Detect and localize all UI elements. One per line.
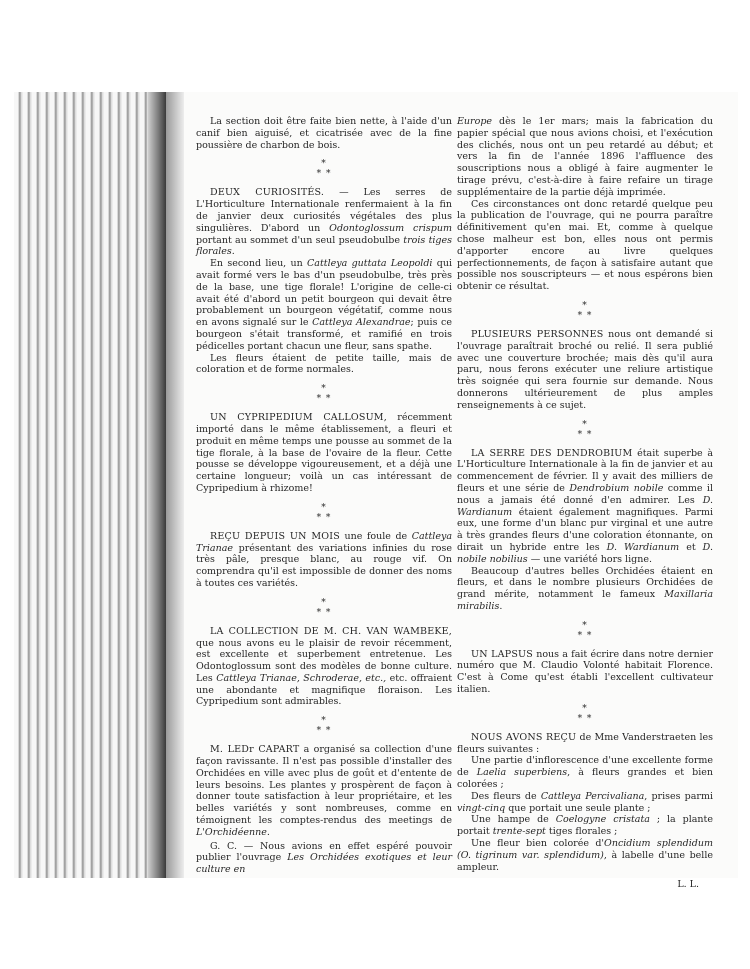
paragraph-plusieurs-personnes: PLUSIEURS PERSONNES nous ont demandé si l'ouvrage paraîtrait broché ou relié. Il sera publié avec une couverture brochée; mais dès qu'il aura paru, nous ferons exécuter une reliure artistique très soignée qui sera fournie sur demande. Nous donnerons ultérieurement de plus amples renseignements à ce sujet. xyxy=(457,328,713,411)
paragraph-europe-continuation: Europe dès le 1er mars; mais la fabrication du papier spécial que nous avions choisi, et l'exécution des clichés, nous ont un peu retardé au début; et vers la fin de l'année 1896 l'affluence des souscriptions nous a obligé à faire augmenter le tirage prévu, c'est-à-dire à faire refaire un tirage supplémentaire de la partie déjà imprimée. xyxy=(457,116,713,198)
list-item-cattleya-percivaliana: Des fleurs de Cattleya Percivaliana, prises parmi vingt-cinq que portait une seule plante ; xyxy=(457,790,713,814)
paragraph-circonstances: Ces circonstances ont donc retardé quelque peu la publication de l'ouvrage, qui ne pourra paraître définitivement qu'en mai. Et, comme à quelque chose malheur est bon, elles nous ont permis d'apporter encore au livre quelques perfectionnements, de façon à satisfaire autant que possible nos souscripteurs — et nous espérons bien obtenir ce résultat. xyxy=(457,198,713,293)
separator-stars: * * * xyxy=(316,597,332,618)
binding-shadow xyxy=(148,92,166,878)
paragraph-cypripedium-callosum: UN CYPRIPEDIUM CALLOSUM, récemment importé dans le même établissement, a fleuri et produit en même temps une pousse au sommet de la tige florale, à la base de l'ovaire de la fleur. Cette pousse se développe vigoureusement, et a déjà une certaine longueur; voilà un cas intéressant de Cypripedium à rhizome! xyxy=(196,412,452,494)
paragraph-autres-orchidees: Beaucoup d'autres belles Orchidées étaient en fleurs, et dans le nombre plusieurs Orchidées de grand mérite, notamment le fameux Maxillaria mirabilis. xyxy=(457,565,713,612)
separator-stars: * * * xyxy=(577,419,593,440)
paragraph-nous-avons-recu: NOUS AVONS REÇU de Mme Vanderstraeten les fleurs suivantes : xyxy=(457,731,713,755)
left-column xyxy=(196,116,452,876)
paragraph-gc-ouvrage: G. C. — Nous avions en effet espéré pouvoir publier l'ouvrage Les Orchidées exotiques et leur culture en xyxy=(196,840,452,876)
list-item-laelia: Une partie d'inflorescence d'une excellente forme de Laelia superbiens, à fleurs grandes et bien colorées ; xyxy=(457,755,713,791)
separator-stars: * * * xyxy=(577,300,593,321)
paragraph-serre-dendrobium: LA SERRE DES DENDROBIUM était superbe à L'Horticulture Internationale à la fin de janvier et au commencement de février. Il y avait des milliers de fleurs et une série de Dendrobium nobile comme il nous a jamais été donné d'en admirer. Les D. Wardianum étaient également magnifiques. Parmi eux, une forme d'un blanc pur virginal et une autre à très grandes fleurs d'une coloration étonnante, on dirait un hybride entre les D. Wardianum et D. nobile nobilius — une variété hors ligne. xyxy=(457,447,713,565)
separator-stars: * * * xyxy=(316,384,332,405)
separator-stars: * * * xyxy=(577,620,593,641)
page-gutter xyxy=(166,92,184,878)
separator-stars: * * * xyxy=(316,502,332,523)
list-item-oncidium: Une fleur bien colorée d'Oncidium splendidum (O. tigrinum var. splendidum), à labelle d'une belle ampleur. xyxy=(457,838,713,873)
right-column xyxy=(457,116,713,891)
separator-stars: * * * xyxy=(316,159,332,180)
paragraph-deux-curiosites: DEUX CURIOSITÉS. — Les serres de L'Horticulture Internationale renfermaient à la fin de janvier deux curiosités végétales des plus singulières. D'abord un Odontoglossum crispum portant au sommet d'un seul pseudobulbe trois tiges florales. xyxy=(196,187,453,258)
paragraph-un-lapsus: UN LAPSUS nous a fait écrire dans notre dernier numéro que M. Claudio Volonté habitait Florence. C'est à Come qu'est établi l'excellent cultivateur italien. xyxy=(457,648,713,696)
paragraph-capart: M. LEDr CAPART a organisé sa collection d'une façon ravissante. Il n'est pas possible d'installer des Orchidées en ville avec plus de goût et d'entente de leurs besoins. Les plantes y prospèrent de façon à donner toute satisfaction à leur propriétaire, et les belles variétés y sont nombreuses, comme en témoignent les comptes-rendus des meetings de L'Orchidéenne. xyxy=(196,744,452,838)
paragraph-collection-van-wambeke: LA COLLECTION DE M. CH. VAN WAMBEKE, que nous avons eu le plaisir de revoir récemment, est excellente et superbement entretenue. Les Odontoglossum sont des modèles de bonne culture. Les Cattleya Trianae, Schroderae, etc., etc. offraient une abondante et magnifique floraison. Les Cypripedium sont admirables. xyxy=(196,625,453,708)
separator-stars: * * * xyxy=(316,716,332,737)
separator-stars: * * * xyxy=(577,703,593,724)
signature: L. L. xyxy=(677,879,699,891)
book-binding xyxy=(14,92,160,878)
paragraph-fleurs-normales: Les fleurs étaient de petite taille, mais de coloration et de forme normales. xyxy=(196,352,452,376)
paragraph-cattleya-leopoldi: En second lieu, un Cattleya guttata Leopoldi qui avait formé vers le bas d'un pseudobulbe, très près de la base, une tige florale! L'origine de celle-ci avait été d'abord un petit bourgeon qui devait être probablement un bourgeon végétatif, comme nous en avons signalé sur le Cattleya Alexandrae; puis ce bourgeon s'était transformé, et ramifié en trois pédicelles portant chacun une fleur, sans spathe. xyxy=(196,258,452,352)
paragraph-section-cut: La section doit être faite bien nette, à l'aide d'un canif bien aiguisé, et cicatrisée avec de la fine poussière de charbon de bois. xyxy=(196,116,452,151)
paragraph-recu-depuis-un-mois: REÇU DEPUIS UN MOIS une foule de Cattleya Trianae présentant des variations infinies du rose très pâle, presque blanc, au rouge vif. On comprendra qu'il est impossible de donner des noms à toutes ces variétés. xyxy=(196,530,452,589)
list-item-coelogyne: Une hampe de Coelogyne cristata ; la plante portait trente-sept tiges florales ; xyxy=(457,814,713,838)
